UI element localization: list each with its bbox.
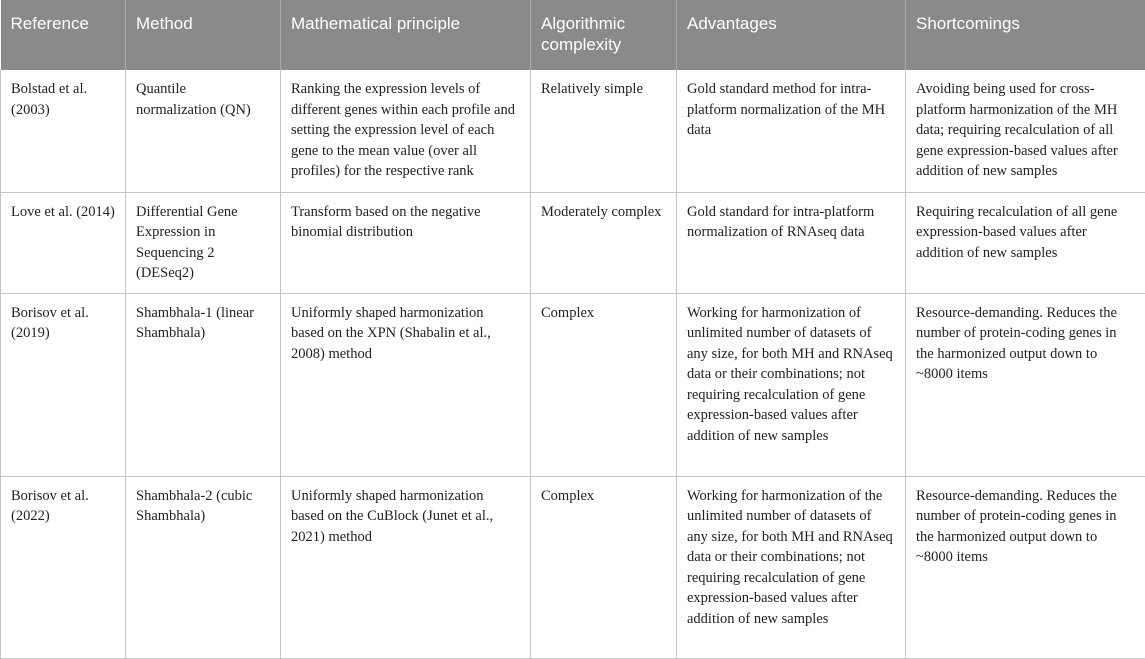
table-row — [1, 192, 1145, 293]
cell-algorithmic-complexity: Relatively simple — [531, 70, 677, 192]
cell-reference: Borisov et al. (2019) — [1, 293, 126, 476]
table-row — [1, 476, 1145, 658]
cell-reference: Borisov et al. (2022) — [1, 476, 126, 658]
cell-reference: Love et al. (2014) — [1, 192, 126, 293]
cell-method: Quantile normalization (QN) — [126, 70, 281, 192]
cell-algorithmic-complexity: Complex — [531, 293, 677, 476]
cell-mathematical-principle: Transform based on the negative binomial distribution — [281, 192, 531, 293]
header-shortcomings: Shortcomings — [906, 0, 1145, 70]
cell-algorithmic-complexity: Moderately complex — [531, 192, 677, 293]
header-algorithmic-complexity: Algorithmic complexity — [531, 0, 677, 70]
cell-method: Differential Gene Expression in Sequencing 2 (DESeq2) — [126, 192, 281, 293]
cell-method: Shambhala-2 (cubic Shambhala) — [126, 476, 281, 658]
table-body — [1, 70, 1145, 658]
table-row — [1, 70, 1145, 192]
cell-advantages: Gold standard for intra-platform normalization of RNAseq data — [677, 192, 906, 293]
table-row — [1, 293, 1145, 476]
header-reference: Reference — [1, 0, 126, 70]
cell-advantages: Working for harmonization of unlimited number of datasets of any size, for both MH and RNAseq data or their combinations; not requiring recalculation of gene expression-based values after addition of new samples — [677, 293, 906, 476]
cell-mathematical-principle: Ranking the expression levels of different genes within each profile and setting the expression level of each gene to the mean value (over all profiles) for the respective rank — [281, 70, 531, 192]
cell-mathematical-principle: Uniformly shaped harmonization based on the XPN (Shabalin et al., 2008) method — [281, 293, 531, 476]
header-advantages: Advantages — [677, 0, 906, 70]
cell-shortcomings: Resource-demanding. Reduces the number of protein-coding genes in the harmonized output down to ~8000 items — [906, 293, 1145, 476]
cell-shortcomings: Requiring recalculation of all gene expression-based values after addition of new samples — [906, 192, 1145, 293]
cell-algorithmic-complexity: Complex — [531, 476, 677, 658]
header-method: Method — [126, 0, 281, 70]
cell-reference: Bolstad et al. (2003) — [1, 70, 126, 192]
cell-method: Shambhala-1 (linear Shambhala) — [126, 293, 281, 476]
table-header — [1, 0, 1145, 70]
cell-mathematical-principle: Uniformly shaped harmonization based on the CuBlock (Junet et al., 2021) method — [281, 476, 531, 658]
cell-advantages: Working for harmonization of the unlimited number of datasets of any size, for both MH and RNAseq data or their combinations; not requiring recalculation of gene expression-based values after addition of new samples — [677, 476, 906, 658]
header-mathematical-principle: Mathematical principle — [281, 0, 531, 70]
header-row — [1, 0, 1145, 70]
cell-shortcomings: Resource-demanding. Reduces the number of protein-coding genes in the harmonized output down to ~8000 items — [906, 476, 1145, 658]
cell-advantages: Gold standard method for intra-platform normalization of the MH data — [677, 70, 906, 192]
cell-shortcomings: Avoiding being used for cross-platform harmonization of the MH data; requiring recalculation of all gene expression-based values after addition of new samples — [906, 70, 1145, 192]
